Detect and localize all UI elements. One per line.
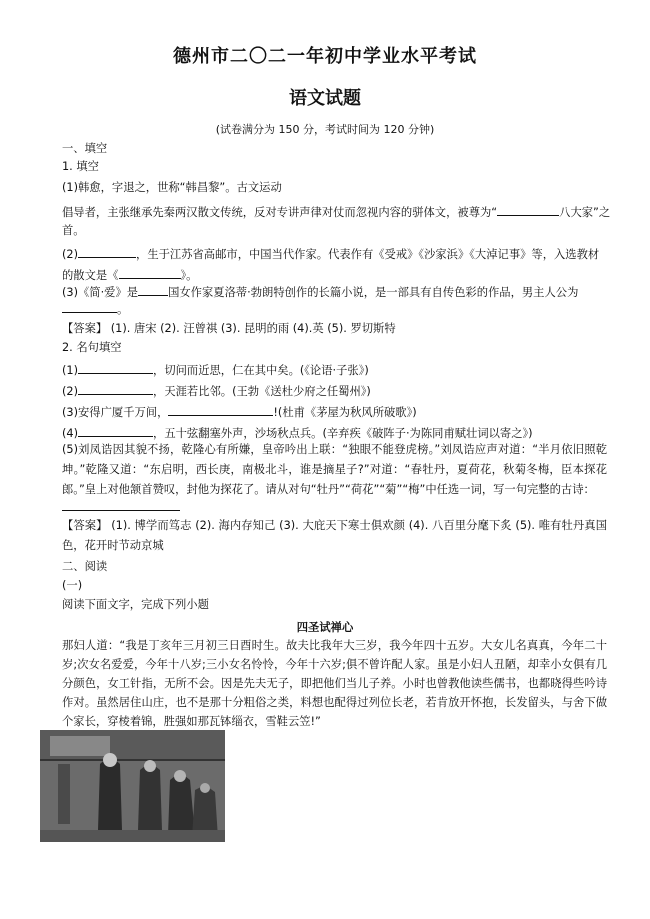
exam-title: 德州市二〇二一年初中学业水平考试 <box>173 46 477 67</box>
question-label: 2. 名句填空 <box>62 341 122 354</box>
blank[interactable] <box>62 300 117 313</box>
q2-5: (5)刘凤诰因其貌不扬，乾隆心有所嫌，皇帝吟出上联：“独眼不能登虎榜。”刘凤诰应声对道：“半月依旧照乾坤。”乾隆又道：“东启明，西长庚，南极北斗，谁是摘星子?”对道：“春牡丹，夏荷花，秋菊冬梅，臣本探花郎。”皇上对他颔首赞叹，封他为探花了。请从对句“牡丹”“荷花”“菊”“梅”中任选一词，写一句完整的古诗： <box>62 443 607 496</box>
section-heading: 二、阅读 <box>62 560 108 573</box>
q1-2-mid: ，生于江苏省高邮市，中国当代作家。代表作有《受戒》《沙家浜》《大淖记事》等，入选教材 <box>136 248 600 261</box>
q1-line1: (1)韩愈，字退之，世称“韩昌黎”。古文运动 <box>62 181 282 194</box>
answer-blank-line[interactable] <box>62 510 180 511</box>
blank[interactable] <box>78 245 136 258</box>
q2-1-post: ，切问而近思，仁在其中矣。(《论语·子张》) <box>153 364 369 377</box>
q1-3-line1 <box>62 283 578 300</box>
blank[interactable] <box>138 283 168 296</box>
blank[interactable] <box>168 403 273 416</box>
blank[interactable] <box>78 424 153 437</box>
blank[interactable] <box>497 203 559 216</box>
q1-2b-pre: 的散文是《 <box>62 269 119 282</box>
q2-3-pre: (3)安得广厦千万间， <box>62 406 169 419</box>
q1-line2 <box>62 203 610 220</box>
q1-2-pre: (2) <box>62 248 79 261</box>
answer-1: 【答案】 (1). 唐宋 (2). 汪曾祺 (3). 昆明的雨 (4).英 (5). 罗切斯特 <box>62 322 396 335</box>
q1-3-pre: (3)《简·爱》是 <box>62 286 139 299</box>
blank[interactable] <box>119 266 181 279</box>
q1-2-line1 <box>62 245 599 262</box>
illustration-woodcut <box>40 730 225 842</box>
q2-4 <box>62 424 533 441</box>
subsection-label: (一) <box>62 579 83 592</box>
blank[interactable] <box>78 361 153 374</box>
q2-4-post: ，五十弦翻塞外声，沙场秋点兵。(辛弃疾《破阵子·为陈同甫赋壮词以寄之》) <box>153 427 533 440</box>
exam-note: (试卷满分为 150 分，考试时间为 120 分钟) <box>215 123 435 136</box>
story-title: 四圣试禅心 <box>296 621 354 634</box>
question-label: 1. 填空 <box>62 160 99 173</box>
q1-2b-post: 》。 <box>180 269 198 282</box>
blank[interactable] <box>78 382 153 395</box>
q2-2 <box>62 382 371 399</box>
answer-2: 【答案】 (1). 博学而笃志 (2). 海内存知己 (3). 大庇天下寒士俱欢颜 (4). 八百里分麾下炙 (5). 唯有牡丹真国色，花开时节动京城 <box>62 519 607 552</box>
q2-2-pre: (2) <box>62 385 79 398</box>
q2-1-pre: (1) <box>62 364 79 377</box>
q1-line2-pre: 倡导者，主张继承先秦两汉散文传统，反对专讲声律对仗而忽视内容的骈体文，被尊为“ <box>62 206 498 219</box>
q2-1 <box>62 361 369 378</box>
q2-3 <box>62 403 417 420</box>
q1-3b-post: 。 <box>117 303 129 316</box>
q2-4-pre: (4) <box>62 427 79 440</box>
reading-instruction: 阅读下面文字，完成下列小题 <box>62 598 209 611</box>
story-text: 那妇人道：“我是丁亥年三月初三日酉时生。故夫比我年大三岁，我今年四十五岁。大女儿名真真，今年二十岁;次女名爱爱，今年十八岁;三小女名怜怜，今年十六岁;俱不曾许配人家。虽是小妇人丑陋，却幸小女俱有几分颜色，女工针指，无所不会。因是先夫无子，即把他们当儿子养。小时也曾教他读些儒书，也都晓得些吟诗作对。虽然居住山庄，也不是那十分粗俗之类，料想也配得过列位长老，若肯放开怀抱，长发留头，与舍下做个家长，穿棱着锦，胜强如那瓦钵缁衣，雪鞋云笠!” <box>62 639 607 728</box>
q2-3-post: !(杜甫《茅屋为秋风所破歌》) <box>273 406 417 419</box>
q1-3-line2 <box>62 300 128 317</box>
section-heading: 一、填空 <box>62 142 108 155</box>
q1-line2-post: 八大家”之 <box>559 206 611 219</box>
q1-3-mid: 国女作家夏洛蒂·勃朗特创作的长篇小说，是一部具有自传色彩的作品，男主人公为 <box>168 286 579 299</box>
q1-2-line2 <box>62 266 197 283</box>
q1-line3: 首。 <box>62 224 85 237</box>
exam-subject: 语文试题 <box>289 88 361 109</box>
q2-2-post: ，天涯若比邻。(王勃《送杜少府之任蜀州》) <box>153 385 371 398</box>
